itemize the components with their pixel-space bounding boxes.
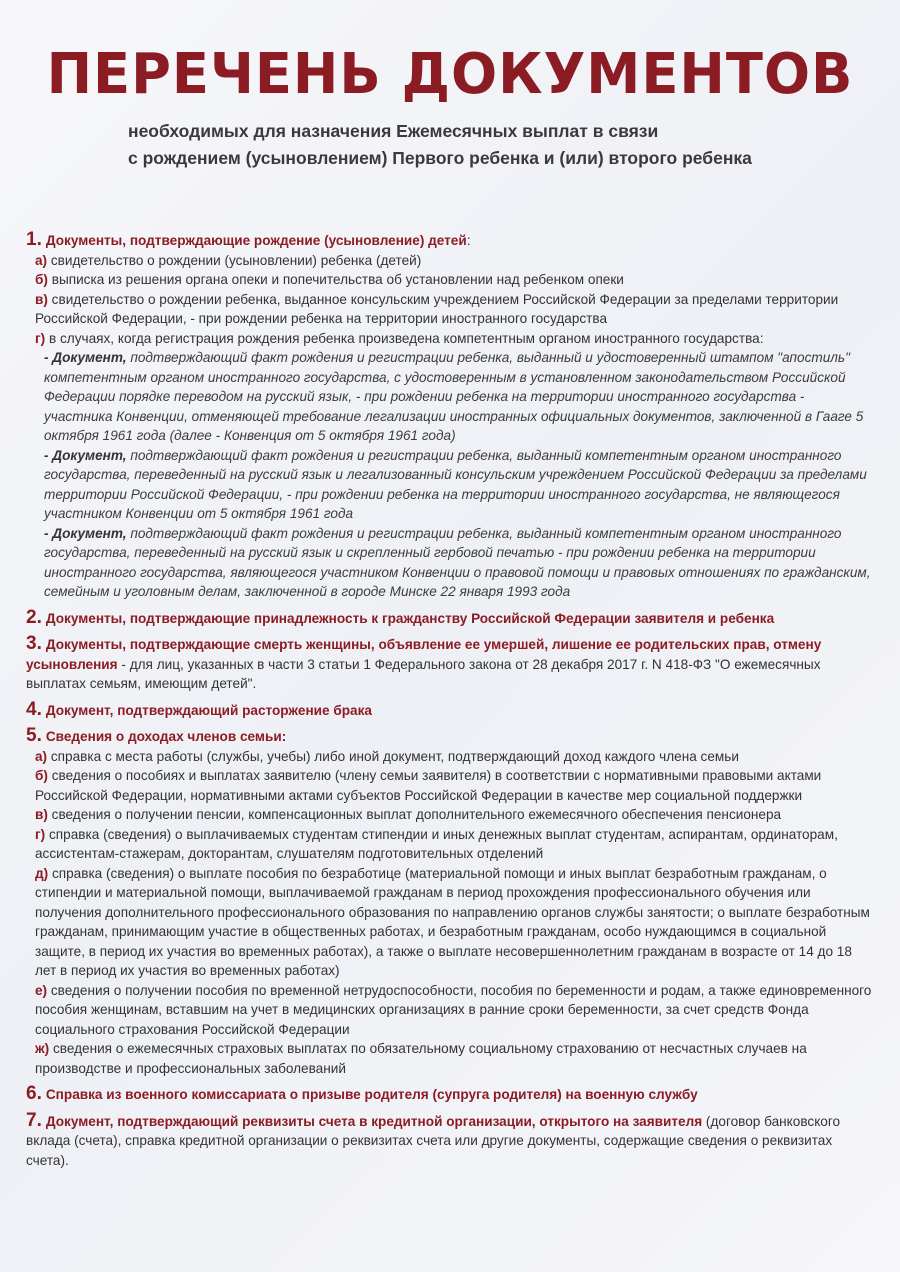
section-7 xyxy=(26,1111,872,1171)
item-letter: ж) xyxy=(35,1041,50,1056)
section-title: Справка из военного комиссариата о призыве родителя (супруга родителя) на военную службу xyxy=(45,1087,698,1102)
subitem-text: подтверждающий факт рождения и регистрации ребенка, выданный компетентным органом иностранного государства, переведенный на русский язык и легализованный консульским учреждением Российской Федерации за пределами территории Российской Федерации, - при рождении ребенка на территории иностранного государства, не являющегося участником Конвенции от 5 октября 1961 года xyxy=(44,447,867,521)
list-item xyxy=(26,270,872,290)
item-letter: а) xyxy=(35,252,48,268)
section-number: 2. xyxy=(26,606,42,628)
item-letter: б) xyxy=(35,768,48,783)
list-item xyxy=(26,825,872,864)
list-item xyxy=(26,251,872,271)
list-item xyxy=(26,805,872,825)
item-letter: г) xyxy=(35,826,46,842)
section-4 xyxy=(26,700,872,721)
document-subitem xyxy=(26,524,872,602)
list-item xyxy=(26,766,872,805)
document-subitem xyxy=(26,348,872,446)
section-1-heading xyxy=(26,230,872,251)
section-title: Документы, подтверждающие рождение (усыновление) детей xyxy=(45,233,467,248)
section-colon: : xyxy=(466,233,471,248)
subtitle-line-1: необходимых для назначения Ежемесячных выплат в связи xyxy=(128,121,659,141)
item-letter: г) xyxy=(35,330,46,346)
page-title: ПЕРЕЧЕНЬ ДОКУМЕНТОВ xyxy=(46,42,854,107)
section-6 xyxy=(26,1084,872,1105)
section-3 xyxy=(26,634,872,694)
subtitle-line-2: с рождением (усыновлением) Первого ребенка и (или) второго ребенка xyxy=(128,148,752,168)
section-2 xyxy=(26,608,872,629)
document-subitem xyxy=(26,446,872,524)
item-text: сведения о пособиях и выплатах заявителю (члену семьи заявителя) в соответствии с нормативными правовыми актами Российской Федерации, нормативными актами субъектов Российской Федерации в качестве мер социальной поддержки xyxy=(35,768,822,803)
section-text: (договор банковского вклада (счета), справка кредитной организации о реквизитах счета или другие документы, содержащие сведения о реквизитах счета). xyxy=(26,1113,841,1168)
item-letter: в) xyxy=(35,291,48,307)
list-item xyxy=(26,864,872,981)
list-item xyxy=(26,290,872,329)
section-1 xyxy=(26,230,872,602)
subitem-text: подтверждающий факт рождения и регистрации ребенка, выданный компетентным органом иностранного государства, переведенный на русский язык и скрепленный гербовой печатью - при рождении ребенка на территории иностранного государства, являющегося участником Конвенции о правовой помощи и правовых отношениях по гражданским, семейным и уголовным делам, заключенной в городе Минске 22 января 1993 года xyxy=(44,525,871,599)
section-title: Документ, подтверждающий расторжение брака xyxy=(45,702,372,718)
document-body xyxy=(26,224,872,1170)
item-text: свидетельство о рождении (усыновлении) ребенка (детей) xyxy=(50,252,422,268)
section-text: - для лиц, указанных в части 3 статьи 1 Федерального закона от 28 декабря 2017 г. N 418-ФЗ "О ежемесячных выплатах семьям, имеющим детей". xyxy=(26,656,821,691)
item-letter: а) xyxy=(35,748,48,764)
section-number: 3. xyxy=(26,633,42,654)
item-letter: в) xyxy=(35,807,48,822)
item-text: справка с места работы (службы, учебы) либо иной документ, подтверждающий доход каждого члена семьи xyxy=(50,748,739,764)
item-text: сведения о получении пенсии, компенсационных выплат дополнительного ежемесячного обеспечения пенсионера xyxy=(51,807,782,822)
section-title: Документ, подтверждающий реквизиты счета в кредитной организации, открытого на заявителя xyxy=(45,1113,703,1129)
section-title: Документы, подтверждающие принадлежность к гражданству Российской Федерации заявителя и ребенка xyxy=(45,610,775,626)
item-text: справка (сведения) о выплате пособия по безработице (материальной помощи и иных выплат безработным гражданам, о стипендии и материальной помощи, выплачиваемой гражданам в период прохождения профессионального обучения или получения дополнительного профессионального образования по направлению органов службы занятости; о выплате безработным гражданам, принимающим участие в общественных работах, и безработным гражданам, особо нуждающимся в социальной защите, в период их участия во временных работах), а также о выплате несовершеннолетним гражданам в возрасте от 14 до 18 лет в период их участия во временных работах) xyxy=(35,865,870,978)
subitem-label: - Документ, xyxy=(44,350,127,365)
item-letter: д) xyxy=(35,865,49,881)
item-letter: б) xyxy=(35,272,48,287)
item-text: в случаях, когда регистрация рождения ребенка произведена компетентным органом иностранного государства: xyxy=(48,330,764,346)
item-text: сведения о ежемесячных страховых выплатах по обязательному социальному страхованию от несчастных случаев на производстве и профессиональных заболеваний xyxy=(35,1041,807,1076)
section-number: 6. xyxy=(26,1083,42,1104)
section-5 xyxy=(26,726,872,1078)
item-text: выписка из решения органа опеки и попечительства об установлении над ребенком опеки xyxy=(51,272,624,287)
list-item xyxy=(26,329,872,349)
item-letter: е) xyxy=(35,982,48,998)
list-item xyxy=(26,1039,872,1078)
item-text: сведения о получении пособия по временной нетрудоспособности, пособия по беременности и родам, а также единовременного пособия женщинам, вставшим на учет в медицинских организациях в ранние сроки беременности, за счет средств Фонда социального страхования Российской Федерации xyxy=(35,982,872,1037)
section-number: 5. xyxy=(26,725,42,746)
item-text: свидетельство о рождении ребенка, выданное консульским учреждением Российской Федерации за пределами территории Российской Федерации, - при рождении ребенка на территории иностранного государства xyxy=(35,291,839,326)
section-number: 7. xyxy=(26,1109,42,1131)
list-item xyxy=(26,747,872,767)
section-5-heading xyxy=(26,726,872,747)
section-title: Документы, подтверждающие смерть женщины, объявление ее умершей, лишение ее родительских прав, отмену усыновления xyxy=(26,637,822,672)
subitem-label: - Документ, xyxy=(44,525,127,541)
item-text: справка (сведения) о выплачиваемых студентам стипендии и иных денежных выплат студентам, аспирантам, ординаторам, ассистентам-стажерам, докторантам, слушателям подготовительных отделений xyxy=(35,826,838,861)
section-title: Сведения о доходах членов семьи: xyxy=(45,729,287,744)
subitem-label: - Документ, xyxy=(44,447,127,463)
section-number: 4. xyxy=(26,698,42,720)
section-number: 1. xyxy=(26,229,42,250)
list-item xyxy=(26,981,872,1040)
subtitle xyxy=(128,118,828,172)
subitem-text: подтверждающий факт рождения и регистрации ребенка, выданный и удостоверенный штампом "апостиль" компетентным органом иностранного государства, с удостоверенным в установленном законодательством Российской Федерации порядке переводом на русский язык, - при рождении ребенка на территории иностранного государства - участника Конвенции, отменяющей требование легализации иностранных официальных документов, заключенной в Гааге 5 октября 1961 года (далее - Конвенция от 5 октября 1961 года) xyxy=(44,350,864,443)
